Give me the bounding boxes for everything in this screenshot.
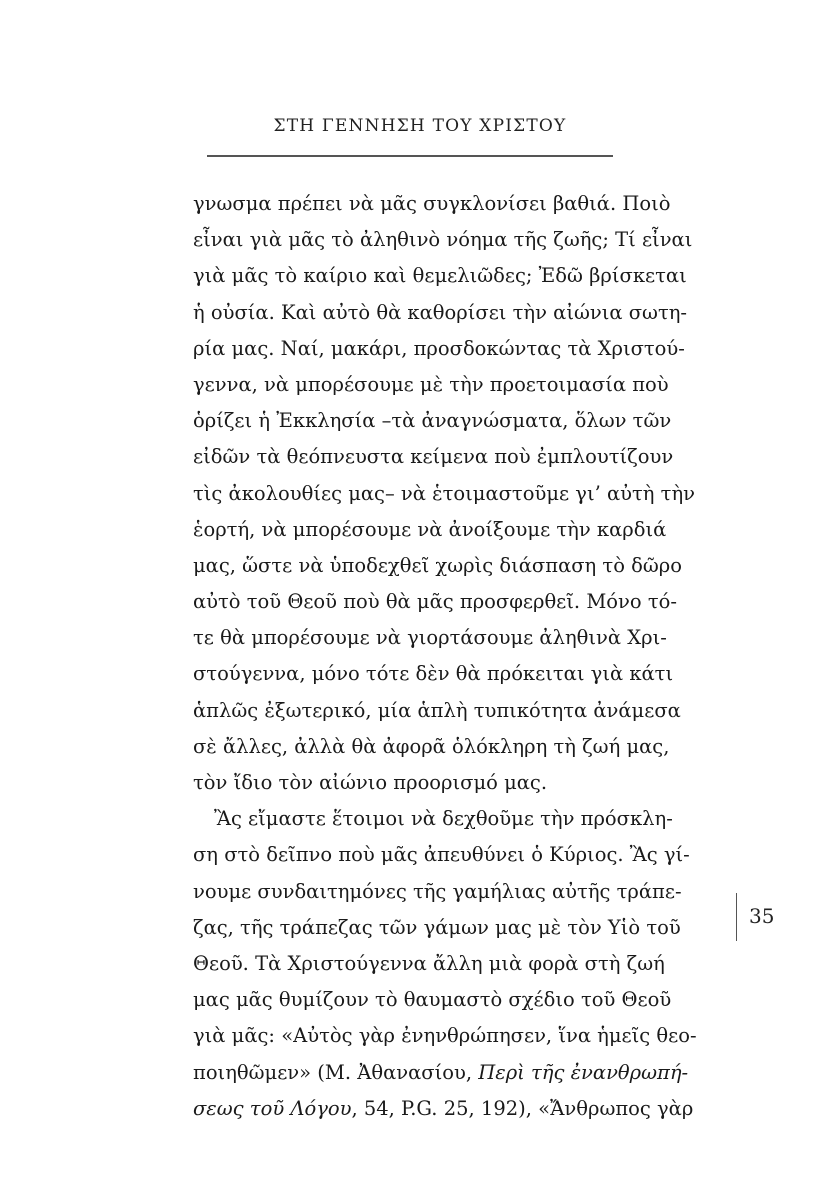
- text-line: ση στὸ δεῖπνο ποὺ μᾶς ἀπευθύνει ὁ Κύριος. Ἂς γί-: [193, 843, 690, 867]
- text-line: ρία μας. Ναί, μακάρι, προσδοκώντας τὰ Χριστού-: [193, 336, 685, 360]
- citation-text: , 54, P.G. 25, 192), «Ἄνθρωπος γὰρ: [351, 1096, 694, 1120]
- text-line: τε θὰ μπορέσουμε νὰ γιορτάσουμε ἀληθινὰ Χρι-: [193, 626, 667, 650]
- text-line: ἑορτή, νὰ μπορέσουμε νὰ ἀνοίξουμε τὴν καρδιά: [193, 517, 667, 541]
- text-line: ζας, τῆς τράπεζας τῶν γάμων μας μὲ τὸν Υἱὸ τοῦ: [193, 915, 681, 939]
- citation-title-italic: σεως τοῦ Λόγου: [193, 1096, 352, 1120]
- citation-text: ποιηθῶμεν» (Μ. Ἀθανασίου,: [193, 1060, 479, 1084]
- text-line: γεννα, νὰ μπορέσουμε μὲ τὴν προετοιμασία ποὺ: [193, 372, 669, 396]
- text-line: ὁρίζει ἡ Ἐκκλησία –τὰ ἀναγνώσματα, ὅλων τῶν: [193, 409, 672, 433]
- text-line: τὶς ἀκολουθίες μας– νὰ ἑτοιμαστοῦμε γι’ αὐτὴ τὴν: [193, 481, 696, 505]
- text-line: γνωσμα πρέπει νὰ μᾶς συγκλονίσει βαθιά. Ποιὸ: [193, 192, 671, 215]
- page-number: 35: [749, 904, 775, 928]
- text-line: νουμε συνδαιτημόνες τῆς γαμήλιας αὐτῆς τράπε-: [193, 879, 682, 903]
- text-line-citation: [193, 1055, 689, 1091]
- citation-title-italic: Περὶ τῆς ἐνανθρωπή-: [478, 1060, 689, 1084]
- text-line: εἶναι γιὰ μᾶς τὸ ἀληθινὸ νόημα τῆς ζωῆς; Τί εἶναι: [193, 228, 693, 252]
- text-line: ἡ οὐσία. Καὶ αὐτὸ θὰ καθορίσει τὴν αἰώνια σωτη-: [193, 300, 688, 324]
- text-line: στούγεννα, μόνο τότε δὲν θὰ πρόκειται γιὰ κάτι: [193, 662, 674, 686]
- text-line: γιὰ μᾶς: «Αὐτὸς γὰρ ἐνηνθρώπησεν, ἵνα ἡμεῖς θεο-: [193, 1024, 697, 1048]
- paragraph-start-line: Ἂς εἴμαστε ἕτοιμοι νὰ δεχθοῦμε τὴν πρόσκλη-: [214, 807, 673, 831]
- text-line: αὐτὸ τοῦ Θεοῦ ποὺ θὰ μᾶς προσφερθεῖ. Μόνο τό-: [193, 590, 677, 614]
- text-line: μας, ὥστε νὰ ὑποδεχθεῖ χωρὶς διάσπαση τὸ δῶρο: [193, 553, 682, 577]
- text-line-citation: [193, 1091, 694, 1127]
- text-line: εἰδῶν τὰ θεόπνευστα κείμενα ποὺ ἐμπλουτίζουν: [193, 445, 674, 469]
- text-line: ἁπλῶς ἐξωτερικό, μία ἁπλὴ τυπικότητα ἀνάμεσα: [193, 698, 681, 722]
- text-line: σὲ ἄλλες, ἀλλὰ θὰ ἀφορᾶ ὁλόκληρη τὴ ζωή μας,: [193, 734, 670, 758]
- body-text: [193, 186, 697, 1127]
- text-line: Θεοῦ. Τὰ Χριστούγεννα ἄλλη μιὰ φορὰ στὴ ζωή: [193, 951, 665, 975]
- header-rule: [207, 155, 613, 157]
- text-line: γιὰ μᾶς τὸ καίριο καὶ θεμελιῶδες; Ἐδῶ βρίσκεται: [193, 264, 687, 288]
- text-line: μας μᾶς θυμίζουν τὸ θαυμαστὸ σχέδιο τοῦ Θεοῦ: [193, 988, 672, 1012]
- paragraph-end-line: τὸν ἴδιο τὸν αἰώνιο προορισμό μας.: [193, 771, 548, 794]
- page-number-rule: [736, 893, 737, 941]
- running-head: ΣΤΗ ΓΕΝΝΗΣΗ ΤΟΥ ΧΡΙΣΤΟΥ: [273, 116, 567, 136]
